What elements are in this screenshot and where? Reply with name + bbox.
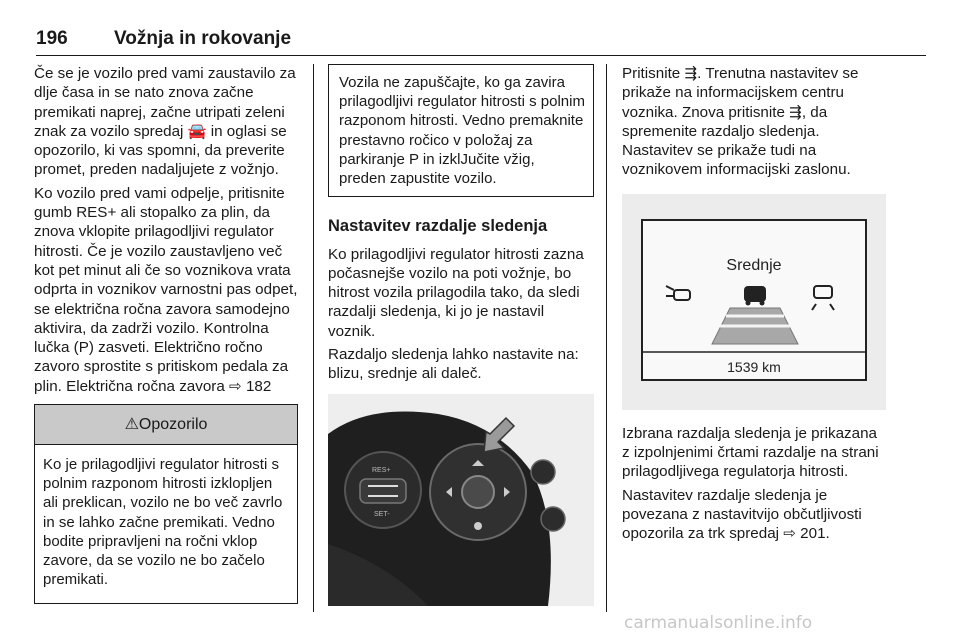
steering-wheel-controls-photo bbox=[328, 394, 594, 606]
warning-title: ⚠Opozorilo bbox=[35, 405, 297, 445]
paragraph: Razdaljo sledenja lahko nastavite na: blizu, srednje ali daleč. bbox=[328, 346, 579, 383]
watermark: carmanualsonline.info bbox=[624, 613, 813, 633]
display-graphic bbox=[622, 194, 886, 410]
column-left bbox=[34, 64, 298, 604]
column-divider bbox=[606, 64, 607, 612]
paragraph: Pritisnite ⇶. Trenutna nastavitev se prikaže na informacijskem centru voznika. Znova pritisnite ⇶, da spremenite razdaljo sledenja. Nastavitev se prikaže tudi na voznikovem informacijski zaslonu. bbox=[622, 65, 859, 179]
page-header bbox=[36, 26, 926, 56]
section-title: Nastavitev razdalje sledenja bbox=[328, 217, 548, 236]
steering-wheel-illustration bbox=[328, 394, 594, 606]
paragraph: Ko vozilo pred vami odpelje, pritisnite gumb RES+ ali stopalko za plin, da znova vklopite prilagodljivi regulator hitrosti. Če je vozilo zaustavljeno več kot pet minut ali če so voznikova vrata odprta in voznikov varnostni pas odpet, se električna ročna zavora samodejno aktivira, da zadrži vozilo. Kontrolna lučka (P) zasveti. Električno ročno zavoro sprostite s pritiskom pedala za plin. Električna ročna zavora ⇨ 182 bbox=[34, 184, 298, 395]
page-number: 196 bbox=[36, 28, 68, 49]
paragraph: Ko prilagodljivi regulator hitrosti zazna počasnejše vozilo na poti vožnje, bo hitrost vozila prilagodila tako, da sledi razdalji sledenja, ki jo je nastavil voznik. bbox=[328, 245, 584, 340]
res-label: RES+ bbox=[372, 466, 391, 474]
paragraph: Izbrana razdalja sledenja je prikazana z izpolnjenimi črtami razdalje na strani prilagodljivega regulatorja hitrosti. bbox=[622, 424, 879, 481]
column-middle bbox=[328, 64, 594, 606]
warning-text: Ko je prilagodljivi regulator hitrosti s polnim razponom hitrosti izklopljen ali preklican, vozilo ne bo več zavrlo in se lahko začne premikati. Vedno bodite pripravljeni na ročni vklop zavore, da se vozilo ne bo začelo premikati. bbox=[43, 456, 283, 589]
set-label: SET- bbox=[374, 510, 390, 518]
odometer-readout: 1539 km bbox=[727, 358, 781, 375]
distance-mode-label: Srednje bbox=[726, 256, 782, 274]
paragraph: Nastavitev razdalje sledenja je povezana z nastavitvijo občutljivosti opozorila za trk spredaj ⇨ 201. bbox=[622, 486, 862, 543]
chapter-title: Vožnja in rokovanje bbox=[114, 28, 292, 49]
warning-box bbox=[34, 404, 298, 604]
driver-info-display-illustration bbox=[622, 194, 886, 410]
paragraph: Če se je vozilo pred vami zaustavilo za dlje časa in se nato znova začne premikati naprej, začne utripati zeleni znak za vozilo spredaj 🚘 in oglasi se opozorilo, ki vas spomni, da preverite promet, preden nadaljujete z vožnjo. bbox=[34, 65, 296, 179]
column-right bbox=[622, 64, 888, 548]
notice-box: Vozila ne zapuščajte, ko ga zavira prilagodljivi regulator hitrosti s polnim razponom hitrosti. Vedno premaknite prestavno ročico v položaj za parkiranje P in izklJučite vžig, preden zapustite vozilo. bbox=[328, 64, 594, 197]
car-icon bbox=[744, 286, 766, 302]
column-divider bbox=[313, 64, 314, 612]
